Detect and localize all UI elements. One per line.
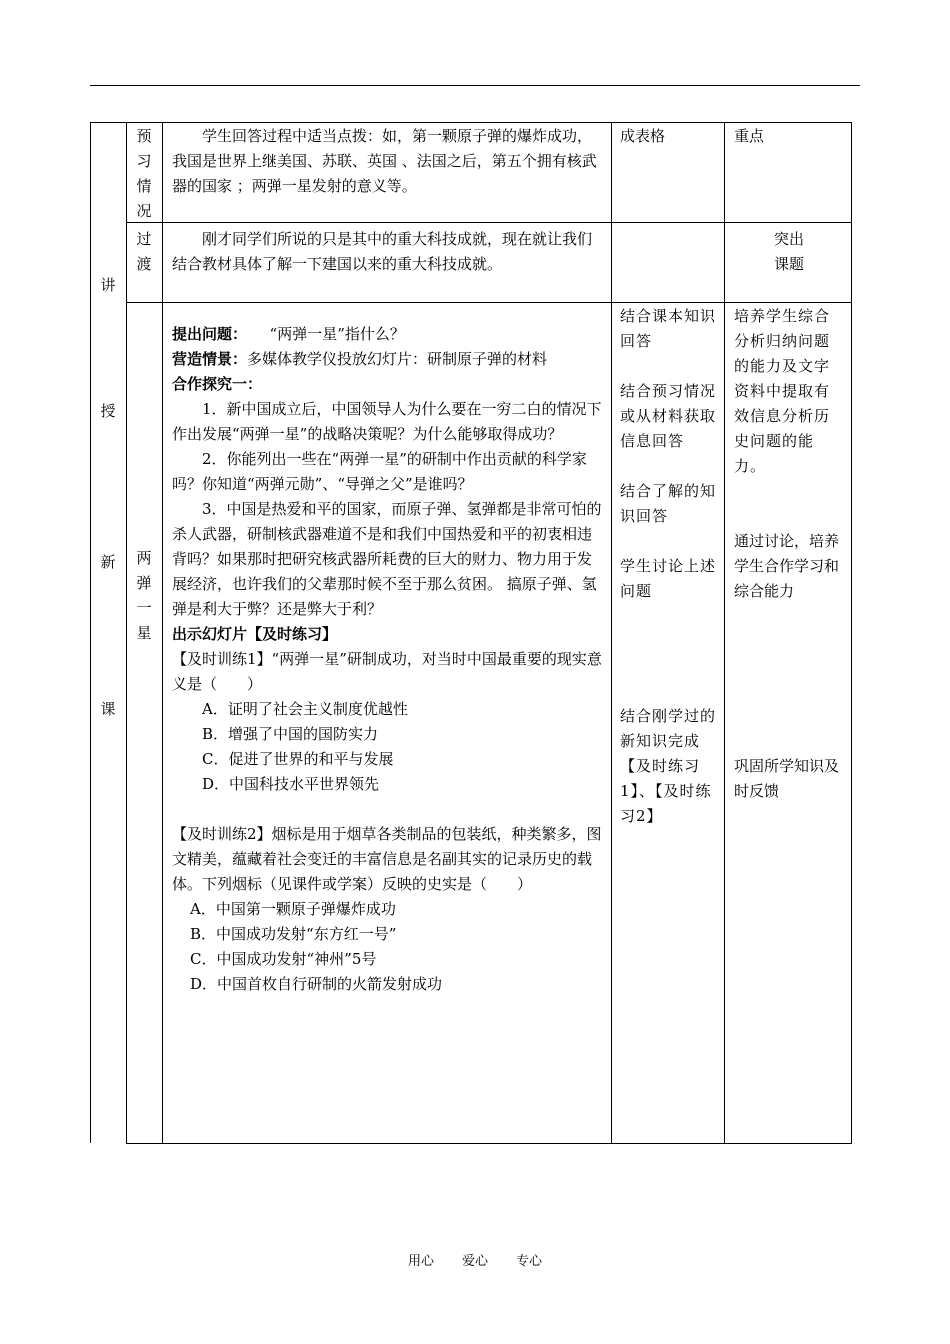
header-rule [90, 85, 860, 86]
side-label-char-2: 授 [100, 402, 116, 420]
activity-1: 结合课本知识回答 [620, 307, 717, 350]
side-label-char-4: 课 [100, 700, 116, 718]
activity-3: 结合了解的知识回答 [620, 482, 717, 525]
purpose-2: 通过讨论，培养学生合作学习和综合能力 [734, 532, 840, 600]
exercise-1-option: C．促进了世界的和平与发展 [202, 750, 394, 768]
question-line: 提出问题： “两弹一星”指什么？ [172, 325, 405, 343]
side-label-char-3: 新 [100, 553, 116, 571]
row-label-two-bombs-one-satellite: 两 弹 一 星 [136, 549, 152, 642]
row-label-preview: 预 习 情 况 [136, 127, 152, 220]
transition-content: 刚才同学们所说的只是其中的重大科技成就，现在就让我们结合教材具体了解一下建国以来的重大科技成就。 [172, 230, 593, 273]
question-3: 3．中国是热爱和平的国家，而原子弹、氢弹都是非常可怕的杀人武器，研制核武器难道不是和我们中国热爱和平的初衷相违背吗？如果那时把研究核武器所耗费的巨大的财力、物力用于发展经济，也许我们的父辈那时候不至于那么贫困。 搞原子弹、氢弹是利大于弊？还是弊大于利？ [172, 500, 602, 618]
row-label-transition: 过 渡 [136, 230, 152, 273]
purpose-3: 巩固所学知识及时反馈 [734, 757, 840, 800]
activity-4: 学生讨论上述问题 [620, 557, 717, 600]
slide-heading: 出示幻灯片【及时练习】 [172, 625, 338, 643]
preview-activity: 成表格 [620, 127, 666, 145]
exercise-1-option: D．中国科技水平世界领先 [202, 775, 380, 793]
exercise-2-option: D．中国首枚自行研制的火箭发射成功 [190, 975, 443, 993]
page-footer: 用心 爱心 专心 [407, 1254, 543, 1269]
exercise-2-option: B．中国成功发射“东方红一号” [190, 925, 397, 943]
explore-heading: 合作探究一： [172, 375, 263, 393]
exercise-2-option: A．中国第一颗原子弹爆炸成功 [190, 900, 396, 918]
question-1: 1．新中国成立后，中国领导人为什么要在一穷二白的情况下作出发展“两弹一星”的战略决策呢？为什么能够取得成功？ [172, 400, 602, 443]
preview-purpose: 重点 [734, 127, 765, 145]
activity-2: 结合预习情况或从材料获取信息回答 [620, 382, 717, 450]
exercise-1-option: A．证明了社会主义制度优越性 [202, 700, 408, 718]
scene-line: 营造情景：多媒体教学仪投放幻灯片：研制原子弹的材料 [172, 350, 548, 368]
main-content [172, 322, 606, 997]
preview-content: 学生回答过程中适当点拨：如，第一颗原子弹的爆炸成功，我国是世界上继美国、苏联、英国 、法国之后，第五个拥有核武器的国家 ；两弹一星发射的意义等。 [172, 127, 597, 195]
exercise-1-stem: 【及时训练1】“两弹一星”研制成功，对当时中国最重要的现实意义是（ ） [172, 650, 602, 693]
transition-purpose: 突出 课题 [773, 230, 804, 273]
exercise-2-stem: 【及时训练2】烟标是用于烟草各类制品的包装纸，种类繁多，图文精美，蕴藏着社会变迁的丰富信息是名副其实的记录历史的载体。下列烟标（见课件或学案）反映的史实是（ ） [172, 825, 602, 893]
exercise-1-option: B．增强了中国的国防实力 [202, 725, 379, 743]
activity-5: 结合刚学过的新知识完成【及时练习1】、【及时练习2】 [620, 707, 717, 825]
exercise-2-option: C．中国成功发射“神州”5号 [190, 950, 377, 968]
purpose-1: 培养学生综合分析归纳问题的能力及文字资料中提取有效信息分析历史问题的能力。 [734, 307, 831, 475]
side-label-char-1: 讲 [100, 276, 116, 294]
question-2: 2．你能列出一些在“两弹一星”的研制中作出贡献的科学家吗？你知道“两弹元勋”、“导弹之父”是谁吗？ [172, 450, 587, 493]
